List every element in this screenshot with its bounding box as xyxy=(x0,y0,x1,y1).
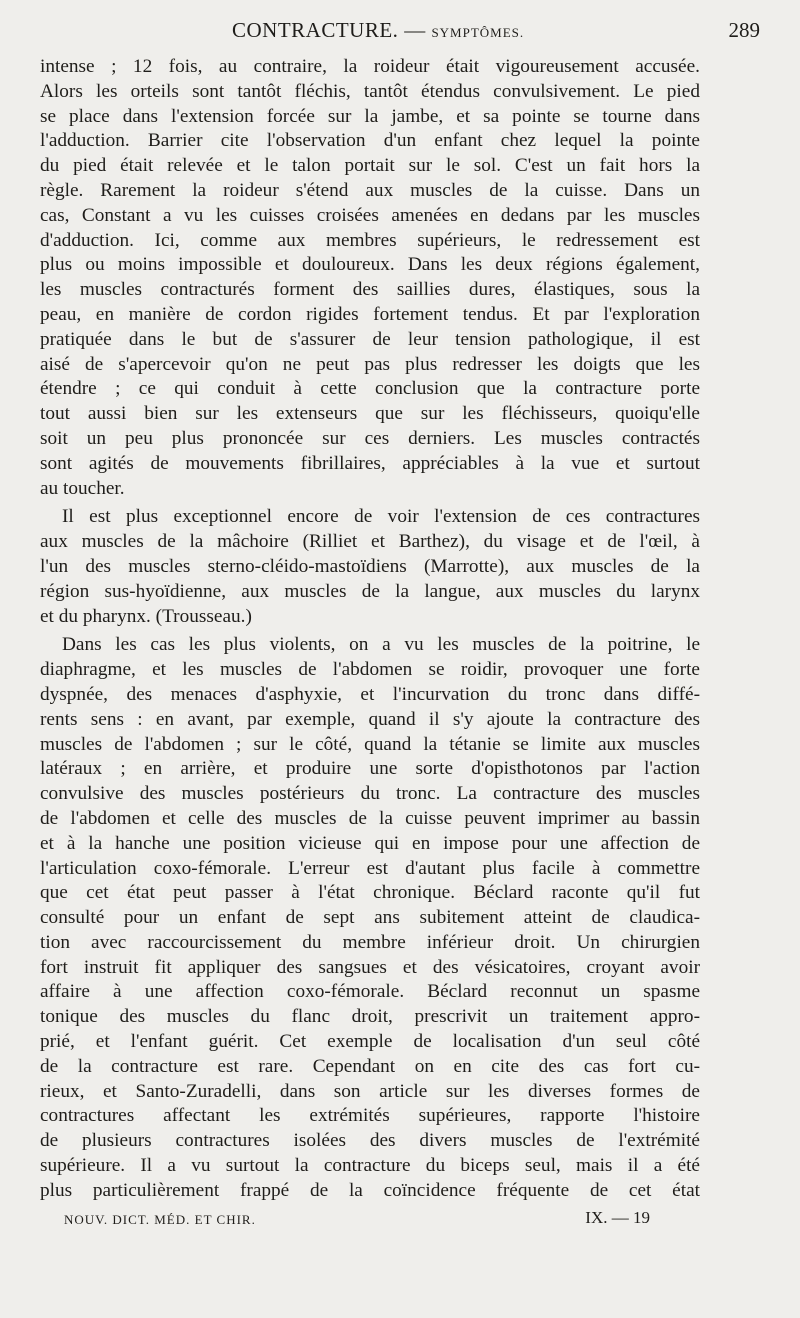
body-text xyxy=(40,55,700,1208)
text-line: contractures affectant les extrémités supérieures, rapporte l'histoire xyxy=(40,1105,700,1127)
text-line: plus ou moins impossible et douloureux. Dans les deux régions également, xyxy=(40,254,700,276)
text-line: de la contracture est rare. Cependant on en cite des cas fort cu- xyxy=(40,1055,700,1077)
footer-signature: IX. — 19 xyxy=(585,1208,650,1227)
text-line: d'adduction. Ici, comme aux membres supérieurs, le redressement est xyxy=(40,229,700,251)
paragraph xyxy=(40,55,700,501)
header-subtitle: SYMPTÔMES. xyxy=(431,25,525,40)
text-line: tonique des muscles du flanc droit, prescrivit un traitement appro- xyxy=(40,1006,700,1028)
footer-publication: NOUV. DICT. MÉD. ET CHIR. xyxy=(64,1212,256,1227)
text-line: les muscles contracturés forment des saillies dures, élastiques, sous la xyxy=(40,279,700,301)
text-line: cas, Constant a vu les cuisses croisées amenées en dedans par les muscles xyxy=(40,204,700,226)
text-line: au toucher. xyxy=(40,477,125,499)
text-line: intense ; 12 fois, au contraire, la roideur était vigoureusement accusée. xyxy=(40,56,700,77)
text-line: Il est plus exceptionnel encore de voir l'extension de ces contractures xyxy=(62,506,700,528)
paragraph xyxy=(40,505,700,629)
text-line: de plusieurs contractures isolées des divers muscles de l'extrémité xyxy=(40,1130,700,1152)
text-line: étendre ; ce qui conduit à cette conclusion que la contracture porte xyxy=(40,378,700,400)
text-line: tout aussi bien sur les extenseurs que sur les fléchisseurs, quoiqu'elle xyxy=(40,403,700,425)
text-line: dyspnée, des menaces d'asphyxie, et l'incurvation du tronc dans diffé- xyxy=(40,683,700,705)
text-line: aisé de s'apercevoir qu'on ne peut pas plus redresser les doigts que les xyxy=(40,353,700,375)
text-line: rieux, et Santo-Zuradelli, dans son article sur les diverses formes de xyxy=(40,1080,700,1102)
text-line: pratiquée dans le but de s'assurer de leur tension pathologique, il est xyxy=(40,328,700,350)
text-line: l'un des muscles sterno-cléido-mastoïdiens (Marrotte), aux muscles de la xyxy=(40,555,700,577)
header-title-group xyxy=(232,18,524,43)
text-line: convulsive des muscles postérieurs du tronc. La contracture des muscles xyxy=(40,783,700,805)
text-line: soit un peu plus prononcée sur ces derniers. Les muscles contractés xyxy=(40,427,700,449)
text-line: l'adduction. Barrier cite l'observation d'un enfant chez lequel la pointe xyxy=(40,130,700,152)
text-line: prié, et l'enfant guérit. Cet exemple de localisation d'un seul côté xyxy=(40,1031,700,1053)
header-title: CONTRACTURE. xyxy=(232,18,399,42)
text-line: consulté pour un enfant de sept ans subitement atteint de claudica- xyxy=(40,907,700,929)
text-line: région sus-hyoïdienne, aux muscles de la langue, aux muscles du larynx xyxy=(40,580,700,602)
text-line: se place dans l'extension forcée sur la jambe, et sa pointe se tourne dans xyxy=(40,105,700,127)
text-line: affaire à une affection coxo-fémorale. Béclard reconnut un spasme xyxy=(40,981,700,1003)
text-line: diaphragme, et les muscles de l'abdomen se roidir, provoquer une forte xyxy=(40,659,700,681)
text-line: du pied était relevée et le talon portait sur le sol. C'est un fait hors la xyxy=(40,155,700,177)
text-line: tion avec raccourcissement du membre inférieur droit. Un chirurgien xyxy=(40,931,700,953)
text-line: latéraux ; en arrière, et produire une sorte d'opisthotonos par l'action xyxy=(40,758,700,780)
text-line: l'articulation coxo-fémorale. L'erreur est d'autant plus facile à commettre xyxy=(40,857,700,879)
text-line: supérieure. Il a vu surtout la contracture du biceps seul, mais il a été xyxy=(40,1155,700,1177)
text-line: Dans les cas les plus violents, on a vu les muscles de la poitrine, le xyxy=(62,634,700,656)
text-line: fort instruit fit appliquer des sangsues et des vésicatoires, croyant avoir xyxy=(40,956,700,978)
text-line: rents sens : en avant, par exemple, quand il s'y ajoute la contracture des xyxy=(40,708,700,730)
text-line: règle. Rarement la roideur s'étend aux muscles de la cuisse. Dans un xyxy=(40,179,700,201)
text-line: Alors les orteils sont tantôt fléchis, tantôt étendus convulsivement. Le pied xyxy=(40,80,700,102)
text-line: que cet état peut passer à l'état chronique. Béclard raconte qu'il fut xyxy=(40,882,700,904)
running-header xyxy=(40,18,760,48)
paragraph xyxy=(40,633,700,1203)
text-line: sont agités de mouvements fibrillaires, appréciables à la vue et surtout xyxy=(40,452,700,474)
header-dash: — xyxy=(404,18,426,42)
text-line: aux muscles de la mâchoire (Rilliet et Barthez), du visage et de l'œil, à xyxy=(40,531,700,553)
text-line: peau, en manière de cordon rigides fortement tendus. Et par l'exploration xyxy=(40,303,700,325)
text-line: muscles de l'abdomen ; sur le côté, quand la tétanie se limite aux muscles xyxy=(40,733,700,755)
page-number: 289 xyxy=(728,18,760,42)
text-line: plus particulièrement frappé de la coïncidence fréquente de cet état xyxy=(40,1179,700,1201)
text-line: de l'abdomen et celle des muscles de la cuisse peuvent imprimer au bassin xyxy=(40,807,700,829)
text-line: et du pharynx. (Trousseau.) xyxy=(40,605,252,627)
text-line: et à la hanche une position vicieuse qui en impose pour une affection de xyxy=(40,832,700,854)
